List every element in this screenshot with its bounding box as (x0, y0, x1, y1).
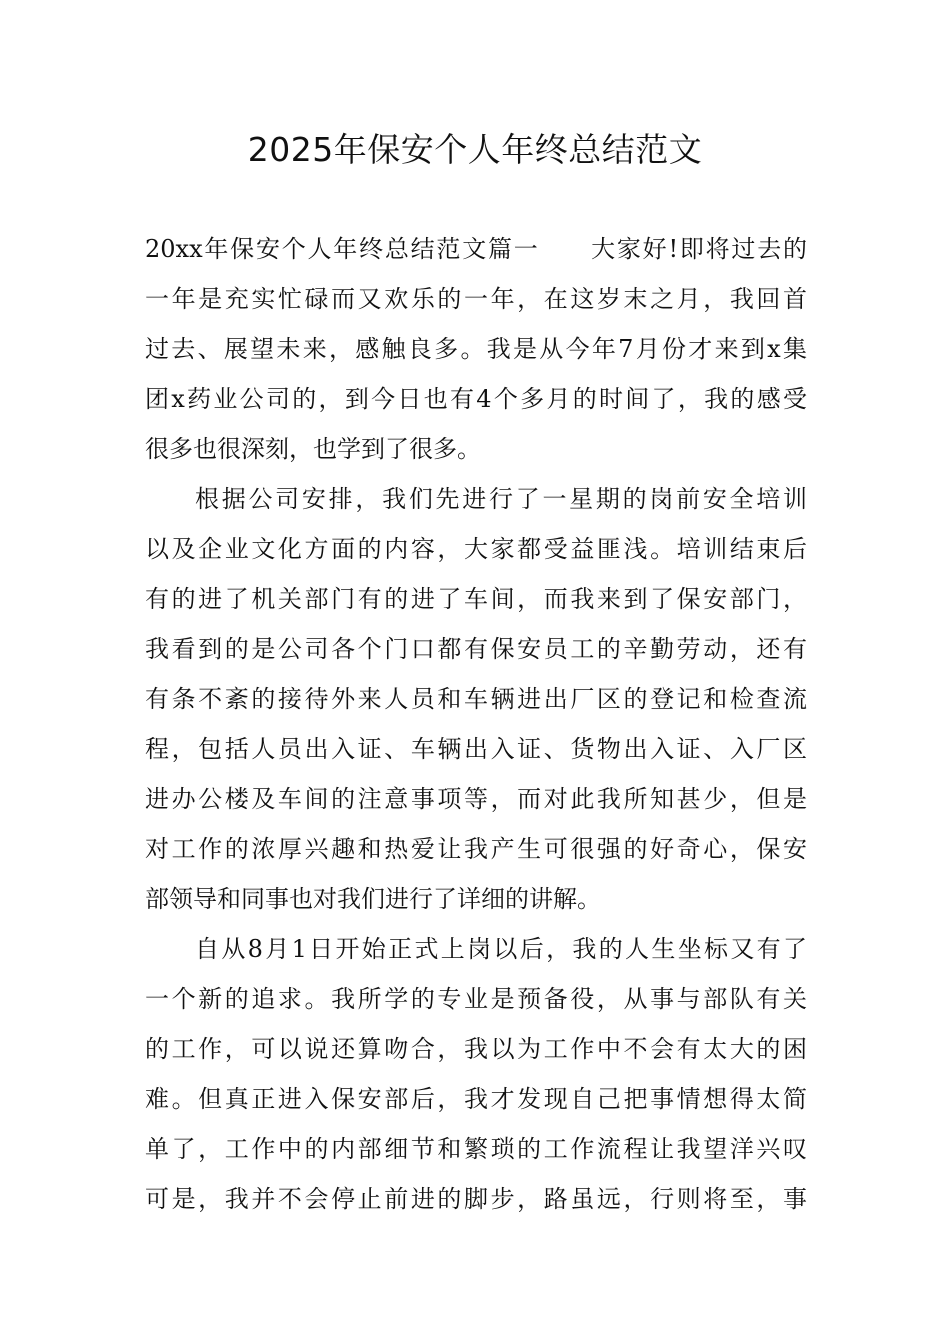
body-line: 有条不紊的接待外来人员和车辆进出厂区的登记和检查流 (145, 685, 807, 713)
body-line: 过去、展望未来，感触良多。我是从今年7月份才来到x集 (145, 335, 807, 363)
body-line: 一年是充实忙碌而又欢乐的一年，在这岁末之月，我回首 (145, 285, 807, 313)
body-line: 以及企业文化方面的内容，大家都受益匪浅。培训结束后 (145, 535, 807, 563)
body-line: 程，包括人员出入证、车辆出入证、货物出入证、入厂区 (145, 735, 807, 763)
document-body (145, 224, 807, 1224)
body-line: 可是，我并不会停止前进的脚步，路虽远，行则将至，事 (145, 1185, 807, 1213)
body-line: 20xx年保安个人年终总结范文篇一 大家好!即将过去的 (145, 235, 807, 263)
document-title: 2025年保安个人年终总结范文 (247, 130, 703, 169)
body-line: 有的进了机关部门有的进了车间，而我来到了保安部门， (145, 585, 807, 613)
body-line: 部领导和同事也对我们进行了详细的讲解。 (145, 885, 601, 913)
body-line: 单了，工作中的内部细节和繁琐的工作流程让我望洋兴叹 (145, 1135, 807, 1163)
body-line: 自从8月1日开始正式上岗以后，我的人生坐标又有了 (195, 935, 807, 963)
body-line: 对工作的浓厚兴趣和热爱让我产生可很强的好奇心，保安 (145, 835, 807, 863)
body-line: 一个新的追求。我所学的专业是预备役，从事与部队有关 (145, 985, 807, 1013)
body-line: 团x药业公司的，到今日也有4个多月的时间了，我的感受 (145, 385, 807, 413)
body-line: 根据公司安排，我们先进行了一星期的岗前安全培训 (195, 485, 807, 513)
body-line: 难。但真正进入保安部后，我才发现自己把事情想得太简 (145, 1085, 807, 1113)
body-line: 很多也很深刻，也学到了很多。 (145, 435, 481, 463)
body-line: 我看到的是公司各个门口都有保安员工的辛勤劳动，还有 (145, 635, 807, 663)
body-line: 的工作，可以说还算吻合，我以为工作中不会有太大的困 (145, 1035, 807, 1063)
body-line: 进办公楼及车间的注意事项等，而对此我所知甚少，但是 (145, 785, 807, 813)
